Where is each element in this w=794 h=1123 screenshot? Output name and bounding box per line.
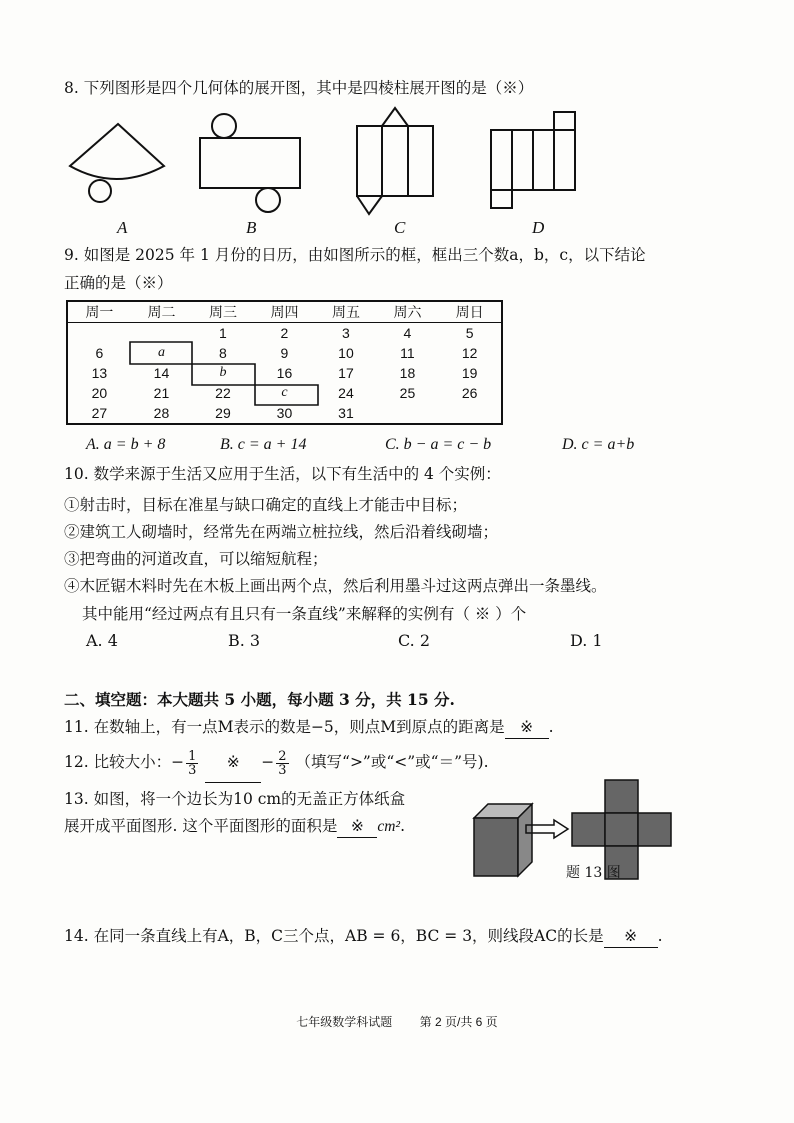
net-b-label: B: [246, 218, 257, 237]
day-cell: 13: [91, 365, 108, 381]
day-cell: 28: [153, 405, 170, 421]
net-a-label: A: [117, 218, 128, 237]
day-cell: 10: [338, 345, 354, 361]
arrow-icon: [524, 818, 570, 840]
q13-text: 展开成平面图形. 这个平面图形的面积是: [64, 817, 338, 835]
q10-option-b: B. 3: [228, 631, 261, 650]
q12-instruction: （填写“>”或“<”或“＝”号).: [295, 753, 489, 771]
q11-text: 11. 在数轴上，有一点M表示的数是−5，则点M到原点的距离是: [64, 718, 505, 736]
weekday-header: 周四: [254, 301, 316, 323]
q14-text: 14. 在同一条直线上有A，B，C三个点，AB = 6，BC = 3，则线段AC的长是: [64, 927, 604, 945]
q10-question: 其中能用“经过两点有且只有一条直线”来解释的实例有（ ※ ）个: [82, 605, 527, 623]
q10-item-3: ③把弯曲的河道改直，可以缩短航程；: [64, 550, 328, 568]
day-cell: 26: [461, 385, 478, 401]
day-cell: 31: [338, 405, 354, 421]
day-cell: 4: [403, 325, 412, 341]
day-cell: 1: [219, 325, 227, 341]
q9-option-d: D. c = a+b: [562, 436, 635, 453]
day-cell: 30: [276, 405, 293, 421]
day-cell: 12: [461, 345, 478, 361]
q10-option-c: C. 2: [398, 631, 431, 650]
weekday-header: 周二: [131, 301, 193, 323]
day-cell: 29: [215, 405, 231, 421]
day-cell: 8: [219, 345, 227, 361]
day-cell: 21: [153, 385, 170, 401]
q9-option-a: A. a = b + 8: [86, 436, 166, 453]
net-c-label: C: [394, 218, 406, 237]
q10-option-a: A. 4: [86, 631, 118, 650]
day-cell: 9: [280, 345, 289, 361]
day-cell: b: [219, 365, 227, 380]
weekday-header: 周六: [377, 301, 439, 323]
q12: [64, 742, 489, 783]
q11-end: .: [548, 718, 554, 736]
q10-intro: 10. 数学来源于生活又应用于生活，以下有生活中的 4 个实例：: [64, 465, 501, 483]
q9-line2: 正确的是（※）: [64, 274, 173, 292]
q12-fraction-2: $\frac{2}{3}$: [278, 748, 287, 778]
q13-blank: ※: [337, 815, 377, 838]
q10-item-2: ②建筑工人砌墙时，经常先在两端立桩拉线，然后沿着线砌墙；: [64, 523, 499, 541]
day-cell: 14: [153, 365, 170, 381]
footer-page-number: 第 2 页/共 6 页: [419, 1015, 498, 1029]
weekday-header: 周日: [438, 301, 502, 323]
q12-text: 12. 比较大小：−: [64, 753, 185, 771]
q8-text: 8. 下列图形是四个几何体的展开图，其中是四棱柱展开图的是（※）: [64, 79, 534, 97]
day-cell: 16: [276, 365, 293, 381]
q11: [64, 716, 554, 739]
q14: [64, 925, 663, 948]
q13-unit: cm²: [377, 818, 401, 835]
net-d-label: D: [532, 218, 545, 237]
q10-option-d: D. 1: [570, 631, 603, 650]
q9-option-c: C. b − a = c − b: [385, 436, 492, 453]
weekday-header: 周五: [315, 301, 377, 323]
day-cell: c: [281, 385, 288, 400]
q10-item-4: ④木匠锯木料时先在木板上画出两个点，然后利用墨斗过这两点弹出一条墨线。: [64, 577, 607, 595]
q14-blank: ※: [604, 925, 658, 948]
weekday-header: 周三: [192, 301, 254, 323]
day-cell: 11: [400, 345, 415, 361]
page-footer: [0, 1013, 794, 1030]
q12-minus: −: [261, 753, 275, 771]
day-cell: 6: [95, 345, 104, 361]
section-heading: 二、填空题：本大题共 5 小题，每小题 3 分，共 15 分.: [64, 690, 455, 709]
day-cell: 22: [215, 385, 231, 401]
day-cell: 18: [399, 365, 416, 381]
q13-line1: 13. 如图，将一个边长为10 cm的无盖正方体纸盒: [64, 790, 406, 808]
q13-caption: 题 13 图: [566, 865, 621, 881]
day-cell: 24: [338, 385, 354, 401]
day-cell: 25: [399, 385, 416, 401]
q9-line1: 9. 如图是 2025 年 1 月份的日历，由如图所示的框，框出三个数a，b，c，以下结论: [64, 246, 646, 264]
q9-option-b: B. c = a + 14: [220, 436, 307, 453]
day-cell: 5: [465, 325, 474, 341]
day-cell: 19: [461, 365, 478, 381]
q13-end: .: [400, 817, 406, 835]
footer-subject: 七年级数学科试题: [296, 1015, 393, 1029]
weekday-header: 周一: [67, 301, 131, 323]
day-cell: 20: [91, 385, 108, 401]
day-cell: 2: [280, 325, 289, 341]
q12-fraction-1: $\frac{1}{3}$: [188, 748, 197, 778]
q13-cube-figure: [470, 800, 538, 882]
day-cell: 3: [342, 325, 350, 341]
day-cell: a: [157, 345, 165, 360]
day-cell: 27: [91, 405, 108, 421]
q14-end: .: [657, 927, 663, 945]
q13-line2: [64, 815, 405, 838]
q12-blank: ※: [205, 742, 261, 783]
q10-item-1: ①射击时，目标在准星与缺口确定的直线上才能击中目标；: [64, 496, 468, 514]
q11-blank: ※: [505, 716, 549, 739]
day-cell: 17: [338, 365, 354, 381]
